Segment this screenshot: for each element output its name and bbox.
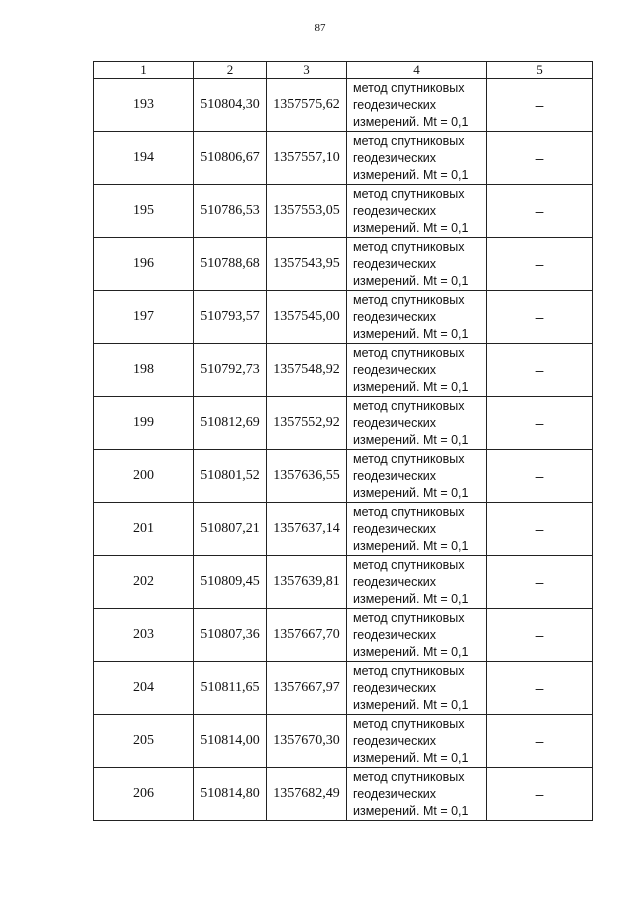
x-coordinate-cell: 510792,73 <box>194 344 267 397</box>
note-cell: – <box>487 291 593 344</box>
method-cell <box>347 503 487 556</box>
note-cell: – <box>487 238 593 291</box>
table-row <box>94 609 593 662</box>
x-coordinate-cell: 510811,65 <box>194 662 267 715</box>
x-coordinate-cell: 510804,30 <box>194 79 267 132</box>
point-number-cell: 195 <box>94 185 194 238</box>
y-coordinate-cell: 1357682,49 <box>267 768 347 821</box>
method-line: измерений. Mt = 0,1 <box>353 538 469 553</box>
method-line: метод спутниковых <box>353 186 465 201</box>
page-number: 87 <box>314 22 326 34</box>
method-line: метод спутниковых <box>353 663 465 678</box>
method-line: метод спутниковых <box>353 239 465 254</box>
method-line: метод спутниковых <box>353 504 465 519</box>
method-line: измерений. Mt = 0,1 <box>353 750 469 765</box>
point-number-cell: 206 <box>94 768 194 821</box>
point-number-cell: 196 <box>94 238 194 291</box>
y-coordinate-cell: 1357548,92 <box>267 344 347 397</box>
table-row <box>94 185 593 238</box>
method-line: измерений. Mt = 0,1 <box>353 485 469 500</box>
y-coordinate-cell: 1357543,95 <box>267 238 347 291</box>
method-cell <box>347 450 487 503</box>
x-coordinate-cell: 510814,80 <box>194 768 267 821</box>
point-number-cell: 202 <box>94 556 194 609</box>
y-coordinate-cell: 1357637,14 <box>267 503 347 556</box>
method-cell <box>347 132 487 185</box>
method-line: метод спутниковых <box>353 557 465 572</box>
table-row <box>94 556 593 609</box>
method-line: геодезических <box>353 309 437 324</box>
table-row <box>94 79 593 132</box>
x-coordinate-cell: 510793,57 <box>194 291 267 344</box>
method-line: метод спутниковых <box>353 133 465 148</box>
method-line: геодезических <box>353 680 437 695</box>
note-cell: – <box>487 503 593 556</box>
method-line: метод спутниковых <box>353 345 465 360</box>
method-line: метод спутниковых <box>353 610 465 625</box>
method-cell <box>347 662 487 715</box>
point-number-cell: 193 <box>94 79 194 132</box>
y-coordinate-cell: 1357639,81 <box>267 556 347 609</box>
method-line: геодезических <box>353 97 437 112</box>
method-cell <box>347 185 487 238</box>
table-row <box>94 397 593 450</box>
y-coordinate-cell: 1357552,92 <box>267 397 347 450</box>
point-number-cell: 194 <box>94 132 194 185</box>
table-row <box>94 132 593 185</box>
method-line: измерений. Mt = 0,1 <box>353 803 469 818</box>
method-line: метод спутниковых <box>353 769 465 784</box>
method-line: геодезических <box>353 521 437 536</box>
header-col-1: 1 <box>94 62 194 79</box>
method-line: измерений. Mt = 0,1 <box>353 326 469 341</box>
x-coordinate-cell: 510814,00 <box>194 715 267 768</box>
note-cell: – <box>487 715 593 768</box>
y-coordinate-cell: 1357545,00 <box>267 291 347 344</box>
x-coordinate-cell: 510807,21 <box>194 503 267 556</box>
point-number-cell: 199 <box>94 397 194 450</box>
method-line: измерений. Mt = 0,1 <box>353 379 469 394</box>
method-line: геодезических <box>353 415 437 430</box>
x-coordinate-cell: 510788,68 <box>194 238 267 291</box>
method-line: измерений. Mt = 0,1 <box>353 273 469 288</box>
method-cell <box>347 238 487 291</box>
method-line: измерений. Mt = 0,1 <box>353 220 469 235</box>
method-cell <box>347 397 487 450</box>
x-coordinate-cell: 510806,67 <box>194 132 267 185</box>
coordinates-table <box>93 61 593 821</box>
method-cell <box>347 715 487 768</box>
method-line: геодезических <box>353 733 437 748</box>
point-number-cell: 200 <box>94 450 194 503</box>
method-line: метод спутниковых <box>353 80 465 95</box>
note-cell: – <box>487 450 593 503</box>
note-cell: – <box>487 609 593 662</box>
y-coordinate-cell: 1357575,62 <box>267 79 347 132</box>
method-line: измерений. Mt = 0,1 <box>353 167 469 182</box>
method-line: геодезических <box>353 203 437 218</box>
method-line: геодезических <box>353 574 437 589</box>
method-cell <box>347 556 487 609</box>
method-line: измерений. Mt = 0,1 <box>353 432 469 447</box>
method-line: геодезических <box>353 256 437 271</box>
note-cell: – <box>487 344 593 397</box>
y-coordinate-cell: 1357553,05 <box>267 185 347 238</box>
table-header-row <box>94 62 593 79</box>
point-number-cell: 205 <box>94 715 194 768</box>
header-col-5: 5 <box>487 62 593 79</box>
header-col-3: 3 <box>267 62 347 79</box>
note-cell: – <box>487 132 593 185</box>
point-number-cell: 203 <box>94 609 194 662</box>
note-cell: – <box>487 79 593 132</box>
point-number-cell: 204 <box>94 662 194 715</box>
method-line: геодезических <box>353 468 437 483</box>
table-row <box>94 715 593 768</box>
point-number-cell: 201 <box>94 503 194 556</box>
method-line: измерений. Mt = 0,1 <box>353 114 469 129</box>
table-row <box>94 662 593 715</box>
y-coordinate-cell: 1357557,10 <box>267 132 347 185</box>
method-line: геодезических <box>353 627 437 642</box>
table-row <box>94 503 593 556</box>
x-coordinate-cell: 510807,36 <box>194 609 267 662</box>
x-coordinate-cell: 510809,45 <box>194 556 267 609</box>
method-cell <box>347 291 487 344</box>
y-coordinate-cell: 1357667,70 <box>267 609 347 662</box>
x-coordinate-cell: 510812,69 <box>194 397 267 450</box>
y-coordinate-cell: 1357670,30 <box>267 715 347 768</box>
method-line: геодезических <box>353 362 437 377</box>
table-row <box>94 344 593 397</box>
note-cell: – <box>487 185 593 238</box>
method-cell <box>347 609 487 662</box>
method-line: метод спутниковых <box>353 716 465 731</box>
table-row <box>94 450 593 503</box>
method-line: измерений. Mt = 0,1 <box>353 591 469 606</box>
x-coordinate-cell: 510786,53 <box>194 185 267 238</box>
method-line: измерений. Mt = 0,1 <box>353 644 469 659</box>
method-line: измерений. Mt = 0,1 <box>353 697 469 712</box>
point-number-cell: 197 <box>94 291 194 344</box>
method-line: метод спутниковых <box>353 398 465 413</box>
note-cell: – <box>487 397 593 450</box>
y-coordinate-cell: 1357667,97 <box>267 662 347 715</box>
method-cell <box>347 344 487 397</box>
point-number-cell: 198 <box>94 344 194 397</box>
table-row <box>94 291 593 344</box>
method-cell <box>347 768 487 821</box>
note-cell: – <box>487 662 593 715</box>
table-row <box>94 768 593 821</box>
note-cell: – <box>487 768 593 821</box>
x-coordinate-cell: 510801,52 <box>194 450 267 503</box>
note-cell: – <box>487 556 593 609</box>
method-cell <box>347 79 487 132</box>
table-row <box>94 238 593 291</box>
header-col-4: 4 <box>347 62 487 79</box>
method-line: геодезических <box>353 786 437 801</box>
method-line: геодезических <box>353 150 437 165</box>
method-line: метод спутниковых <box>353 451 465 466</box>
table-body <box>94 79 593 821</box>
y-coordinate-cell: 1357636,55 <box>267 450 347 503</box>
method-line: метод спутниковых <box>353 292 465 307</box>
header-col-2: 2 <box>194 62 267 79</box>
